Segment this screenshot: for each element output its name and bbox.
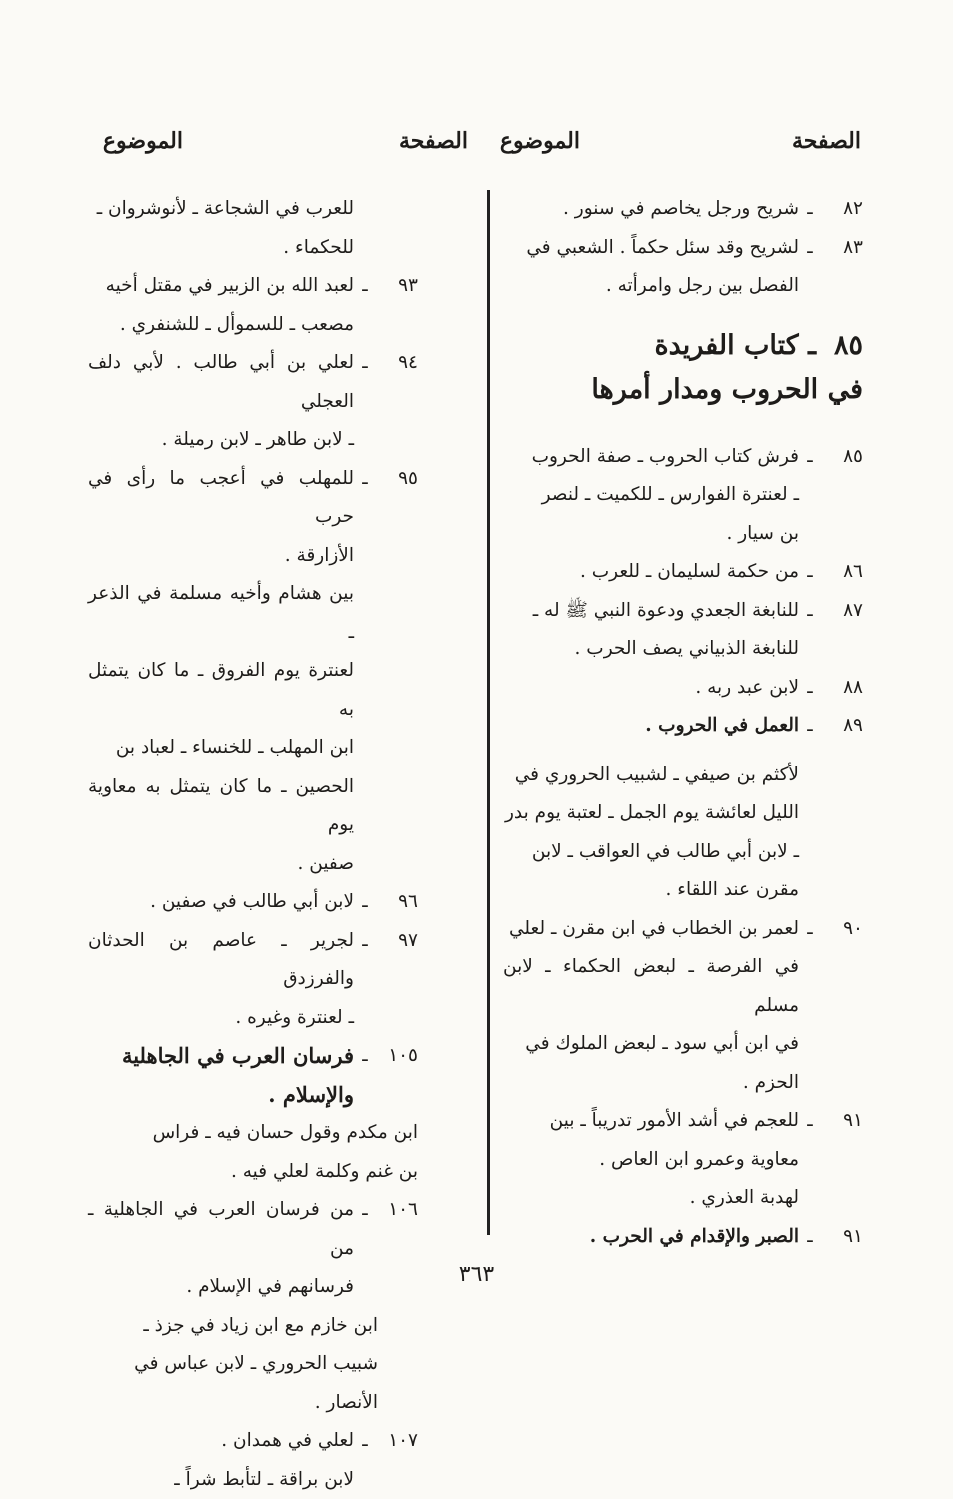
left-column [88,190,418,1499]
entry-text: لابن عبد ربه . [503,669,799,708]
entry-continuation: ـ لابن طاهر ـ لابن رميلة . [88,421,418,460]
entry-page-number: ١٠٦ [376,1191,418,1230]
toc-entry [88,1037,418,1076]
section-heading [503,324,863,368]
sub-paragraph-line: بين هشام وأخيه مسلمة في الذعر ـ [88,575,418,652]
entry-page-number: ٩٦ [376,883,418,922]
header-topic-right: الموضوع [500,128,580,154]
entry-continuation: الحزم . [503,1064,863,1103]
sub-paragraph-line: الليل لعائشة يوم الجمل ـ لعتبة يوم بدر [503,794,863,833]
section-title-line2: في الحروب ومدار أمرها [503,368,863,412]
sub-paragraph-line: للعرب في الشجاعة ـ لأنوشروان ـ [88,190,418,229]
entry-dash: ـ [354,1037,376,1076]
toc-entry [88,883,418,922]
header-page-left: الصفحة [399,128,468,154]
entry-dash: ـ [354,883,376,922]
toc-entry [503,707,863,746]
header-page-right: الصفحة [792,128,861,154]
entry-page-number: ٨٥ [821,438,863,477]
entry-page-number: ١٠٥ [376,1037,418,1076]
section-dash: ـ [808,330,816,361]
entry-text-bold: الصبر والإقدام في الحرب . [503,1218,799,1257]
entry-text: لعبد الله بن الزبير في مقتل أخيه [88,267,354,306]
entry-continuation-bold: والإسلام . [88,1076,418,1115]
entry-page-number: ٩٤ [376,344,418,383]
entry-text: لعلي بن أبي طالب . لأبي دلف العجلي [88,344,354,421]
entry-text: من حكمة لسليمان ـ للعرب . [503,553,799,592]
entry-page-number: ١٠٧ [376,1422,418,1461]
entry-text: لابن أبي طالب في صفين . [88,883,354,922]
entry-page-number: ٨٢ [821,190,863,229]
entry-dash: ـ [799,438,821,477]
entry-text: من فرسان العرب في الجاهلية ـ من [88,1191,354,1268]
entry-continuation: مصعب ـ للسموأل ـ للشنفري . [88,306,418,345]
entry-page-number: ٩٥ [376,460,418,499]
toc-entry [503,438,863,477]
sub-paragraph-line: ـ لابن أبي طالب في العواقب ـ لابن [503,833,863,872]
entry-page-number: ٩٠ [821,910,863,949]
section-number: ٨٥ [834,324,863,368]
toc-entry [503,1218,863,1257]
sub-paragraph-line: لابن براقة ـ لتأبط شراً ـ [88,1461,418,1499]
entry-text-bold: فرسان العرب في الجاهلية [88,1037,354,1076]
entry-dash: ـ [799,1218,821,1257]
entry-dash: ـ [354,344,376,383]
toc-entry [503,229,863,268]
entry-text: شريح ورجل يخاصم في سنور . [503,190,799,229]
entry-continuation: فرسانهم في الإسلام . [88,1268,418,1307]
toc-entry [503,669,863,708]
sub-paragraph-line: مقرن عند اللقاء . [503,871,863,910]
entry-dash: ـ [799,592,821,631]
sub-paragraph-line: صفين . [88,845,418,884]
sub-paragraph-line: ابن خازم مع ابن زياد في جزذ ـ [88,1307,418,1346]
entry-page-number: ٩١ [821,1218,863,1257]
entry-text: لعلي في همدان . [88,1422,354,1461]
entry-page-number: ٨٩ [821,707,863,746]
section-title-line1: كتاب الفريدة [654,330,798,361]
sub-paragraph-line: الحصين ـ ما كان يتمثل به معاوية يوم [88,768,418,845]
toc-entry [88,267,418,306]
toc-entry [88,460,418,537]
entry-text: لشريح وقد سئل حكماً . الشعبي في [503,229,799,268]
sub-paragraph-line: بن غنم وكلمة لعلي فيه . [88,1153,418,1192]
entry-continuation: في ابن أبي سود ـ لبعض الملوك في [503,1025,863,1064]
entry-continuation: ـ لعنترة وغيره . [88,999,418,1038]
entry-text: لجرير ـ عاصم بن الحدثان والفرزدق [88,922,354,999]
entry-page-number: ٩٣ [376,267,418,306]
sub-paragraph-line: لعنترة يوم الفروق ـ ما كان يتمثل به [88,652,418,729]
entry-text: للمهلب في أعجب ما رأى في حرب [88,460,354,537]
entry-text: للعجم في أشد الأمور تدريباً ـ بين [503,1102,799,1141]
entry-dash: ـ [354,1191,376,1230]
toc-entry [503,910,863,949]
right-column [503,190,863,1256]
entry-page-number: ٨٨ [821,669,863,708]
toc-entry [88,1422,418,1461]
entry-dash: ـ [354,460,376,499]
toc-entry [88,922,418,999]
entry-page-number: ٩٧ [376,922,418,961]
entry-dash: ـ [799,1102,821,1141]
sub-paragraph-line: الأنصار . [88,1384,418,1423]
header-topic-left: الموضوع [103,128,183,154]
entry-text: للنابغة الجعدي ودعوة النبي ﷺ له ـ [503,592,799,631]
entry-continuation: معاوية وعمرو ابن العاص . [503,1141,863,1180]
entry-dash: ـ [799,669,821,708]
toc-entry [503,592,863,631]
entry-page-number: ٨٦ [821,553,863,592]
entry-text: فرش كتاب الحروب ـ صفة الحروب [503,438,799,477]
entry-continuation: الفصل بين رجل وامرأته . [503,267,863,306]
toc-entry [503,1102,863,1141]
sub-paragraph-line: للحكماء . [88,229,418,268]
entry-continuation: لهدبة العذري . [503,1179,863,1218]
entry-continuation: في الفرصة ـ لبعض الحكماء ـ لابن مسلم [503,948,863,1025]
entry-text-bold: العمل في الحروب . [503,707,799,746]
entry-continuation: بن سيار . [503,515,863,554]
sub-paragraph-line: ابن مكدم وقول حسان فيه ـ فراس [88,1114,418,1153]
entry-dash: ـ [354,922,376,961]
entry-dash: ـ [799,190,821,229]
column-divider [487,190,490,1235]
page-number: ٣٦٣ [0,1262,953,1287]
entry-continuation: الأزارقة . [88,537,418,576]
entry-dash: ـ [354,1422,376,1461]
toc-entry [88,344,418,421]
toc-entry [503,190,863,229]
sub-paragraph-line: شبيب الحروري ـ لابن عباس في [88,1345,418,1384]
entry-dash: ـ [799,553,821,592]
entry-continuation: ـ لعنترة الفوارس ـ للكميت ـ لنصر [503,476,863,515]
sub-paragraph-line: ابن المهلب ـ للخنساء ـ لعباد بن [88,729,418,768]
entry-dash: ـ [799,707,821,746]
entry-continuation: للنابغة الذبياني يصف الحرب . [503,630,863,669]
entry-text: لعمر بن الخطاب في ابن مقرن ـ لعلي [503,910,799,949]
entry-page-number: ٩١ [821,1102,863,1141]
entry-dash: ـ [799,910,821,949]
entry-page-number: ٨٧ [821,592,863,631]
sub-paragraph-line: لأكثم بن صيفي ـ لشبيب الحروري في [503,756,863,795]
entry-dash: ـ [354,267,376,306]
entry-page-number: ٨٣ [821,229,863,268]
entry-dash: ـ [799,229,821,268]
toc-entry [503,553,863,592]
toc-entry [88,1191,418,1268]
